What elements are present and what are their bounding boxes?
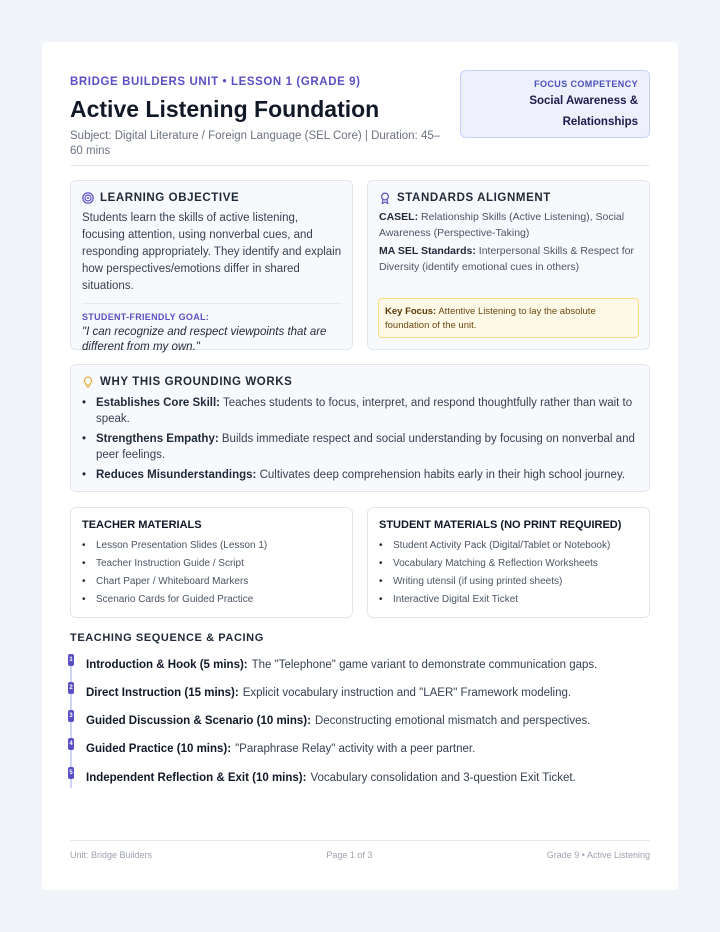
why-item-label: Strengthens Empathy: bbox=[96, 433, 219, 445]
focus-competency-box bbox=[460, 70, 650, 138]
why-item bbox=[82, 395, 637, 427]
student-goal-label: STUDENT-FRIENDLY GOAL: bbox=[82, 312, 210, 322]
why-item-text: Builds immediate respect and social understanding by focusing on nonverbal and peer feelings. bbox=[96, 433, 635, 461]
casel-label: CASEL: bbox=[379, 211, 419, 223]
sequence-step bbox=[69, 657, 598, 671]
ma-sel-text: Interpersonal Skills & Respect for Diversity (identify emotional cues in others) bbox=[379, 245, 635, 273]
list-item: • Chart Paper / Whiteboard Markers bbox=[82, 573, 342, 591]
why-item bbox=[82, 467, 637, 483]
teacher-materials-heading: TEACHER MATERIALS bbox=[82, 519, 202, 531]
step-label: Guided Practice (10 mins): bbox=[86, 743, 232, 755]
step-number: 4 bbox=[68, 738, 74, 750]
step-text: Vocabulary consolidation and 3-question Exit Ticket. bbox=[310, 772, 576, 784]
step-number: 5 bbox=[68, 767, 74, 779]
focus-value-line1: Social Awareness & bbox=[529, 95, 638, 107]
why-grounding-list bbox=[82, 395, 637, 483]
why-item-label: Reduces Misunderstandings: bbox=[96, 469, 257, 481]
step-number: 2 bbox=[68, 682, 74, 694]
list-item: • Student Activity Pack (Digital/Tablet or Notebook) bbox=[379, 537, 639, 555]
student-goal bbox=[82, 303, 342, 355]
step-label: Independent Reflection & Exit (10 mins): bbox=[86, 772, 307, 784]
step-text: Deconstructing emotional mismatch and perspectives. bbox=[314, 715, 591, 727]
why-item-label: Establishes Core Skill: bbox=[96, 397, 220, 409]
lightbulb-icon bbox=[82, 376, 94, 388]
sequence-step bbox=[69, 713, 591, 727]
sequence-step bbox=[69, 770, 576, 784]
standards-alignment-card bbox=[367, 180, 650, 350]
learning-objective-text: Students learn the skills of active listening, focusing attention, using nonverbal cues, and responding appropriately. They identify and explain how perspectives/emotions differ in shared situations. bbox=[82, 212, 342, 292]
target-icon bbox=[82, 192, 94, 204]
sequence-step bbox=[69, 685, 572, 699]
standards-alignment-heading bbox=[379, 192, 639, 204]
learning-objective-heading bbox=[82, 192, 342, 204]
student-materials-list bbox=[379, 537, 639, 609]
footer-page-number: Page 1 of 3 bbox=[326, 850, 373, 860]
student-materials-card bbox=[367, 507, 650, 618]
lesson-page bbox=[42, 42, 678, 890]
page-footer bbox=[70, 840, 650, 860]
step-label: Direct Instruction (15 mins): bbox=[86, 687, 239, 699]
why-item-text: Teaches students to focus, interpret, and respond thoughtfully rather than wait to speak. bbox=[96, 397, 633, 425]
list-item: • Writing utensil (if using printed sheets) bbox=[379, 573, 639, 591]
list-item: • Teacher Instruction Guide / Script bbox=[82, 555, 342, 573]
why-grounding-title: WHY THIS GROUNDING WORKS bbox=[100, 376, 293, 388]
teacher-materials-list bbox=[82, 537, 342, 609]
learning-objective-title: LEARNING OBJECTIVE bbox=[100, 192, 240, 204]
focus-competency-value bbox=[471, 91, 638, 133]
step-number: 1 bbox=[68, 654, 74, 666]
list-item: • Scenario Cards for Guided Practice bbox=[82, 591, 342, 609]
teaching-sequence-heading: TEACHING SEQUENCE & PACING bbox=[70, 632, 264, 644]
why-item-text: Cultivates deep comprehension habits early in their high school journey. bbox=[259, 469, 626, 481]
standards-alignment-title: STANDARDS ALIGNMENT bbox=[397, 192, 551, 204]
focus-value-line2: Relationships bbox=[562, 116, 638, 128]
step-label: Introduction & Hook (5 mins): bbox=[86, 659, 248, 671]
award-ribbon-icon bbox=[379, 192, 391, 204]
key-focus-callout bbox=[378, 298, 639, 338]
footer-grade: Grade 9 • Active Listening bbox=[546, 850, 650, 860]
sequence-step bbox=[69, 741, 476, 755]
footer-unit: Unit: Bridge Builders bbox=[70, 850, 153, 860]
list-item: • Interactive Digital Exit Ticket bbox=[379, 591, 639, 609]
step-text: The "Telephone" game variant to demonstrate communication gaps. bbox=[251, 659, 598, 671]
why-grounding-heading bbox=[82, 376, 637, 388]
student-goal-text: "I can recognize and respect viewpoints that are different from my own." bbox=[82, 326, 327, 353]
why-item bbox=[82, 431, 637, 463]
step-number: 3 bbox=[68, 710, 74, 722]
ma-sel-standard bbox=[379, 243, 639, 275]
step-label: Guided Discussion & Scenario (10 mins): bbox=[86, 715, 311, 727]
list-item: • Vocabulary Matching & Reflection Worksheets bbox=[379, 555, 639, 573]
lesson-header bbox=[70, 70, 650, 166]
casel-standard bbox=[379, 209, 639, 241]
key-focus-label: Key Focus: bbox=[385, 306, 437, 317]
casel-text: Relationship Skills (Active Listening), Social Awareness (Perspective-Taking) bbox=[379, 211, 625, 239]
ma-sel-label: MA SEL Standards: bbox=[379, 245, 476, 257]
student-materials-heading: STUDENT MATERIALS (NO PRINT REQUIRED) bbox=[379, 519, 622, 531]
learning-objective-card bbox=[70, 180, 353, 353]
step-text: Explicit vocabulary instruction and "LAER" Framework modeling. bbox=[242, 687, 572, 699]
focus-competency-label: FOCUS COMPETENCY bbox=[534, 79, 638, 89]
unit-eyebrow: BRIDGE BUILDERS UNIT • LESSON 1 (GRADE 9) bbox=[70, 76, 361, 88]
page-subtitle: Subject: Digital Literature / Foreign Language (SEL Core) | Duration: 45–60 mins bbox=[70, 130, 441, 157]
teacher-materials-card bbox=[70, 507, 353, 618]
step-text: "Paraphrase Relay" activity with a peer partner. bbox=[235, 743, 476, 755]
key-focus-text: Attentive Listening to lay the absolute foundation of the unit. bbox=[385, 306, 596, 331]
why-grounding-card bbox=[70, 364, 650, 492]
list-item: • Lesson Presentation Slides (Lesson 1) bbox=[82, 537, 342, 555]
page-title: Active Listening Foundation bbox=[70, 96, 380, 122]
